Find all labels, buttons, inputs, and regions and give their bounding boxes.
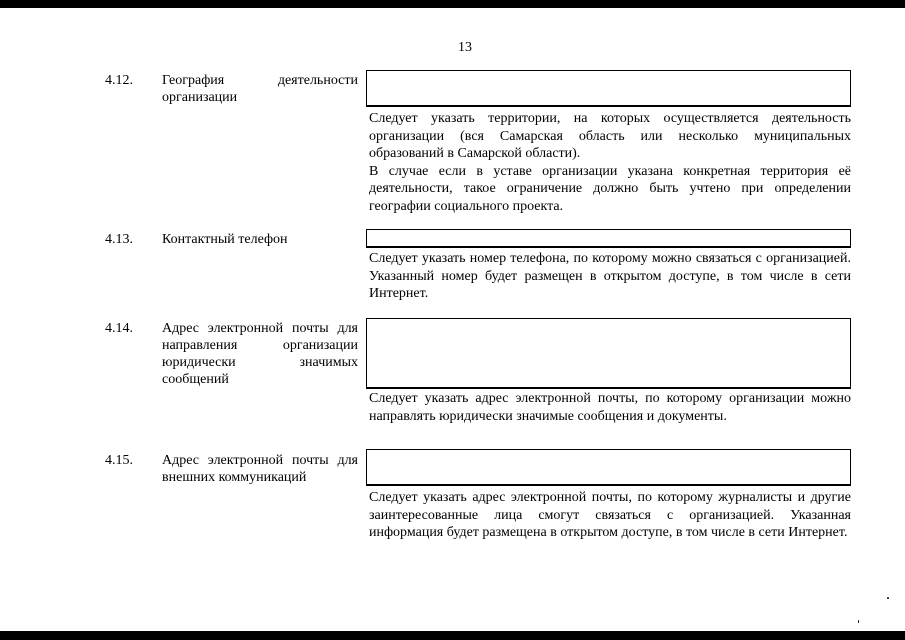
section-label: Контактный телефон bbox=[162, 232, 288, 247]
geography-field[interactable] bbox=[366, 70, 851, 107]
section-hint bbox=[369, 489, 851, 542]
section-number: 4.12. bbox=[105, 73, 133, 88]
section-number: 4.15. bbox=[105, 453, 133, 468]
section-hint bbox=[369, 390, 851, 425]
hint-paragraph: Следует указать территории, на которых осуществляется деятельность организации (вся Самарская область или несколько муниципальных образований в Самарской области). bbox=[369, 111, 851, 161]
section-number: 4.13. bbox=[105, 232, 133, 247]
scan-border-bottom bbox=[0, 631, 905, 640]
phone-field[interactable] bbox=[366, 229, 851, 248]
scan-border-top bbox=[0, 0, 905, 8]
hint-paragraph: Следует указать адрес электронной почты, по которому журналисты и другие заинтересованные лица смогут связаться с организацией. Указанная информация будет размещена в открытом доступе, в том числе в сети Интернет. bbox=[369, 490, 851, 540]
hint-paragraph: Следует указать адрес электронной почты, по которому организации можно направлять юридически значимые сообщения и документы. bbox=[369, 391, 851, 424]
section-label: Адрес электронной почты для направления организации юридически значимых сообщений bbox=[162, 321, 358, 387]
scan-speck bbox=[858, 620, 859, 623]
section-hint bbox=[369, 110, 851, 215]
section-label: География деятельности организации bbox=[162, 73, 358, 105]
legal-email-field[interactable] bbox=[366, 318, 851, 389]
hint-paragraph: Следует указать номер телефона, по которому можно связаться с организацией. Указанный номер будет размещен в открытом доступе, в том числе в сети Интернет. bbox=[369, 251, 851, 301]
scan-speck bbox=[887, 597, 889, 599]
section-label: Адрес электронной почты для внешних коммуникаций bbox=[162, 453, 358, 485]
section-hint bbox=[369, 250, 851, 303]
hint-paragraph: В случае если в уставе организации указана конкретная территория её деятельности, такое ограничение должно быть учтено при определении географии социального проекта. bbox=[369, 163, 851, 214]
section-number: 4.14. bbox=[105, 321, 133, 336]
page-number: 13 bbox=[458, 40, 472, 55]
communications-email-field[interactable] bbox=[366, 449, 851, 486]
